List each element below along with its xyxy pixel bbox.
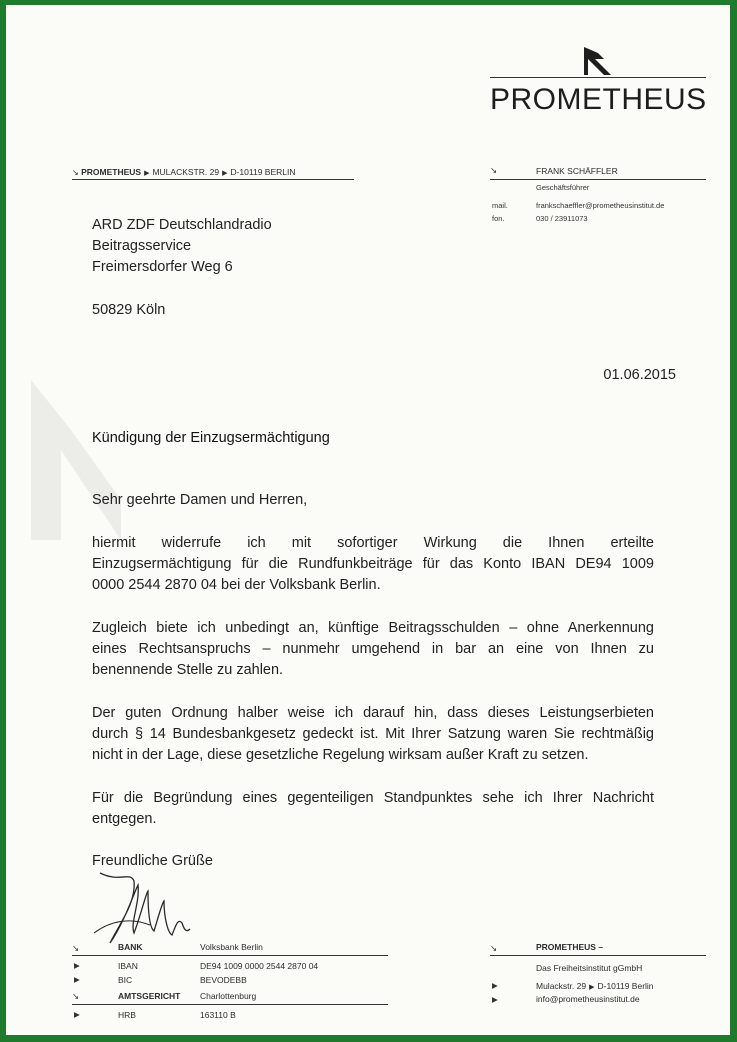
footer-org-city: D-10119 Berlin <box>597 981 654 991</box>
paragraph-2-line-2: eines Rechtsanspruchs – nunmehr umgehend in bar an eine von Ihnen zu <box>92 641 654 657</box>
prometheus-logo-icon <box>578 45 618 79</box>
paragraph-2-line-3: benennende Stelle zu zahlen. <box>92 662 284 678</box>
recipient-line-4: 50829 Köln <box>92 302 166 318</box>
sender-name: PROMETHEUS <box>81 167 142 177</box>
footer-bank-label: BANK <box>118 942 143 952</box>
phone-label: fon. <box>492 214 505 223</box>
footer-court-rule <box>72 1004 388 1005</box>
contact-name: FRANK SCHÄFFLER <box>536 166 618 176</box>
paragraph-1-line-3: 0000 2544 2870 04 bei der Volksbank Berlin. <box>92 577 381 593</box>
triangle-right-icon: ▶ <box>589 984 595 991</box>
sender-city: D-10119 BERLIN <box>230 167 296 177</box>
paragraph-1-line-1: hiermit widerrufe ich mit sofortiger Wirkung die Ihnen erteilte <box>92 535 654 551</box>
footer-bic-label: BIC <box>118 975 133 985</box>
paragraph-3-line-1: Der guten Ordnung halber weise ich darauf hin, dass dieses Leistungserbieten <box>92 705 654 721</box>
contact-mark-icon: ↘ <box>490 165 498 175</box>
footer-court-mark-icon: ↘ <box>72 991 80 1001</box>
letter-page <box>6 5 730 1035</box>
paragraph-4-line-1: Für die Begründung eines gegenteiligen Standpunktes sehe ich Ihrer Nachricht <box>92 790 654 806</box>
closing: Freundliche Grüße <box>92 853 213 869</box>
recipient-line-1: ARD ZDF Deutschlandradio <box>92 217 272 233</box>
contact-rule <box>490 179 706 180</box>
footer-bank-value: Volksbank Berlin <box>200 942 263 952</box>
triangle-right-icon: ▶ <box>74 961 80 970</box>
paragraph-4-line-2: entgegen. <box>92 811 157 827</box>
sender-mark-icon: ↘ <box>72 168 79 177</box>
footer-org-street: Mulackstr. 29 <box>536 981 587 991</box>
footer-org-address <box>536 981 654 991</box>
footer-court-value: Charlottenburg <box>200 991 257 1001</box>
sender-rule <box>72 179 354 180</box>
footer-hrb-label: HRB <box>118 1010 136 1020</box>
triangle-right-icon: ▶ <box>492 995 498 1004</box>
triangle-right-icon: ▶ <box>144 170 150 177</box>
mail-label: mail. <box>492 201 508 210</box>
footer-org-rule <box>490 955 706 956</box>
paragraph-2-line-1: Zugleich biete ich unbedingt an, künftige Beitragsschulden – ohne Anerkennung <box>92 620 654 636</box>
logo-wordmark: PROMETHEUS <box>490 83 707 116</box>
handwritten-signature <box>90 863 220 953</box>
salutation: Sehr geehrte Damen und Herren, <box>92 492 308 508</box>
footer-org-mail[interactable]: info@prometheusinstitut.de <box>536 994 640 1004</box>
phone-value: 030 / 23911073 <box>536 214 588 223</box>
recipient-line-2: Beitragsservice <box>92 238 192 254</box>
footer-org-name: PROMETHEUS – <box>536 942 604 952</box>
footer-hrb-value: 163110 B <box>200 1010 236 1020</box>
paragraph-3-line-2: durch § 14 Bundesbankgesetz gedeckt ist. Mit Ihrer Satzung waren Sie rechtmäßig <box>92 726 654 742</box>
footer-org-mark-icon: ↘ <box>490 943 498 953</box>
footer-iban-value: DE94 1009 0000 2544 2870 04 <box>200 961 319 971</box>
paragraph-3-line-3: nicht in der Lage, diese gesetzliche Regelung wirksam außer Kraft zu setzen. <box>92 747 589 763</box>
paragraph-1-line-2: Einzugsermächtigung für die Rundfunkbeiträge für das Konto IBAN DE94 1009 <box>92 556 654 572</box>
footer-bank-mark-icon: ↘ <box>72 943 80 953</box>
triangle-right-icon: ▶ <box>74 1010 80 1019</box>
sender-street: MULACKSTR. 29 <box>152 167 220 177</box>
footer-bank-rule <box>72 955 388 956</box>
footer-court-label: AMTSGERICHT <box>118 991 181 1001</box>
contact-role: Geschäftsführer <box>536 183 590 192</box>
recipient-line-3: Freimersdorfer Weg 6 <box>92 259 233 275</box>
footer-iban-label: IBAN <box>118 961 138 971</box>
watermark-logo-icon <box>31 380 121 540</box>
subject-line: Kündigung der Einzugsermächtigung <box>92 430 330 446</box>
triangle-right-icon: ▶ <box>74 975 80 984</box>
letter-date: 01.06.2015 <box>603 367 676 383</box>
footer-org-desc: Das Freiheitsinstitut gGmbH <box>536 963 643 973</box>
mail-value: frankschaeffler@prometheusinstitut.de <box>536 201 665 210</box>
sender-address-line <box>72 167 296 177</box>
triangle-right-icon: ▶ <box>222 170 228 177</box>
logo-rule <box>490 77 706 78</box>
triangle-right-icon: ▶ <box>492 981 498 990</box>
footer-bic-value: BEVODEBB <box>200 975 247 985</box>
